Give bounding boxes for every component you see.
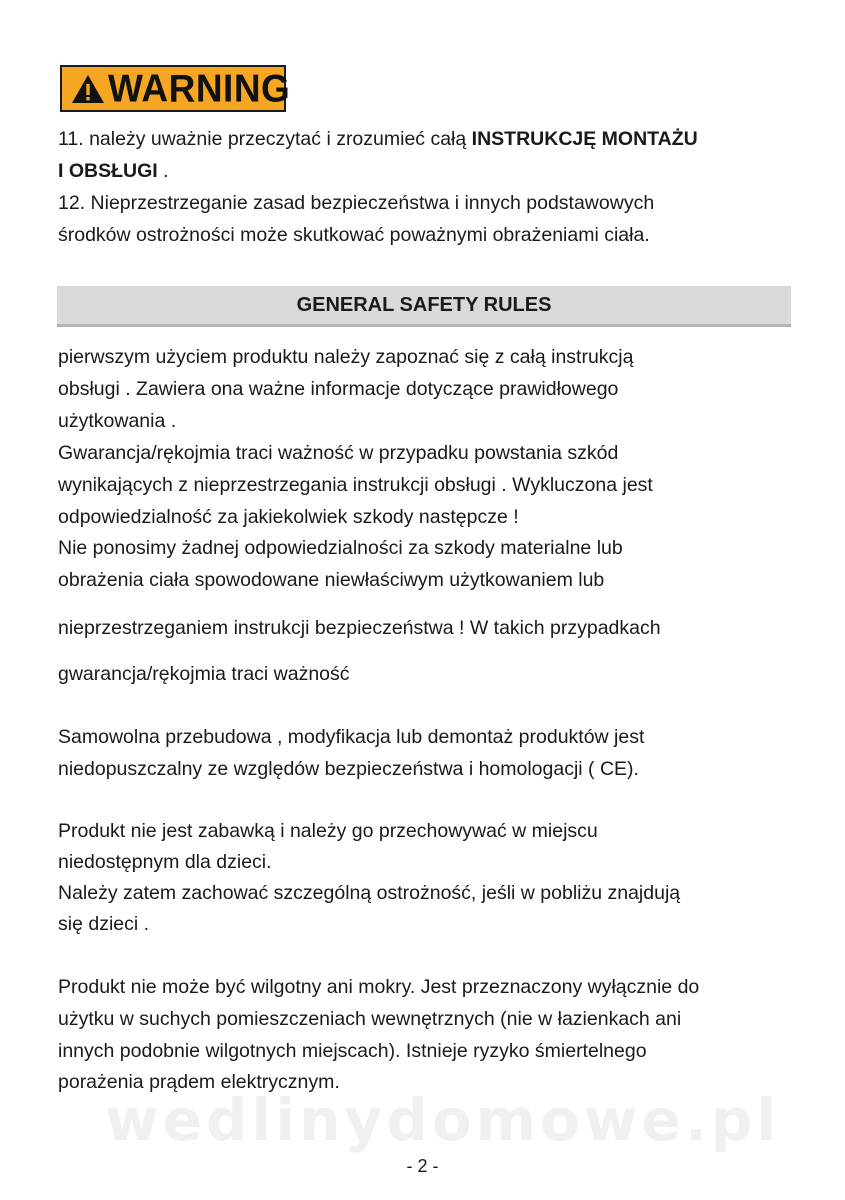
item-12-line-1: 12. Nieprzestrzeganie zasad bezpieczeństwa i innych podstawowych (58, 192, 655, 214)
item-12-line-2: środków ostrożności może skutkować poważnymi obrażeniami ciała. (58, 224, 650, 246)
item-11-cont: I OBSŁUGI . (58, 160, 169, 182)
paragraph-line: niedopuszczalny ze względów bezpieczeństwa i homologacji ( CE). (58, 758, 639, 780)
paragraph-line: niedostępnym dla dzieci. (58, 851, 272, 873)
paragraph-line: gwarancja/rękojmia traci ważność (58, 663, 350, 685)
warning-badge (60, 65, 291, 112)
paragraph-line: użytkowania . (58, 410, 177, 432)
paragraph-line: Nie ponosimy żadnej odpowiedzialności za szkody materialne lub (58, 537, 623, 559)
paragraph-line: obrażenia ciała spowodowane niewłaściwym użytkowaniem lub (58, 569, 605, 591)
item-11-bold-1: INSTRUKCJĘ MONTAŻU (471, 128, 698, 150)
paragraph-line: odpowiedzialność za jakiekolwiek szkody następcze ! (58, 506, 519, 528)
paragraph-line: użytku w suchych pomieszczeniach wewnętrznych (nie w łazienkach ani (58, 1008, 682, 1030)
paragraph-line: porażenia prądem elektrycznym. (58, 1071, 340, 1093)
watermark: wedlinydomowe.pl (105, 1086, 781, 1154)
section-header (57, 286, 791, 327)
page-number: - 2 - (406, 1156, 439, 1176)
section-title: GENERAL SAFETY RULES (296, 293, 552, 316)
warning-label: WARNING (108, 66, 291, 111)
paragraph-line: obsługi . Zawiera ona ważne informacje dotyczące prawidłowego (58, 378, 619, 400)
item-11: 11. należy uważnie przeczytać i zrozumieć całą INSTRUKCJĘ MONTAŻU (58, 128, 698, 150)
paragraph-line: Produkt nie jest zabawką i należy go przechowywać w miejscu (58, 820, 598, 842)
numbered-warnings (58, 123, 798, 251)
paragraph-line: Produkt nie może być wilgotny ani mokry. Jest przeznaczony wyłącznie do (58, 976, 700, 998)
paragraph-line: pierwszym użyciem produktu należy zapoznać się z całą instrukcją (58, 346, 634, 368)
warning-triangle-icon (70, 73, 106, 105)
paragraph-line: Samowolna przebudowa , modyfikacja lub demontaż produktów jest (58, 726, 645, 748)
paragraph-line: Gwarancja/rękojmia traci ważność w przypadku powstania szkód (58, 442, 619, 464)
item-11-bold-2: I OBSŁUGI (58, 160, 158, 182)
paragraph-line: nieprzestrzeganiem instrukcji bezpieczeństwa ! W takich przypadkach (58, 617, 661, 639)
paragraph-line: wynikających z nieprzestrzegania instrukcji obsługi . Wykluczona jest (58, 474, 653, 496)
paragraph-line: Należy zatem zachować szczególną ostrożność, jeśli w pobliżu znajdują (58, 882, 681, 904)
paragraph-line: innych podobnie wilgotnych miejscach). Istnieje ryzyko śmiertelnego (58, 1040, 647, 1062)
paragraph-line: się dzieci . (58, 913, 150, 935)
